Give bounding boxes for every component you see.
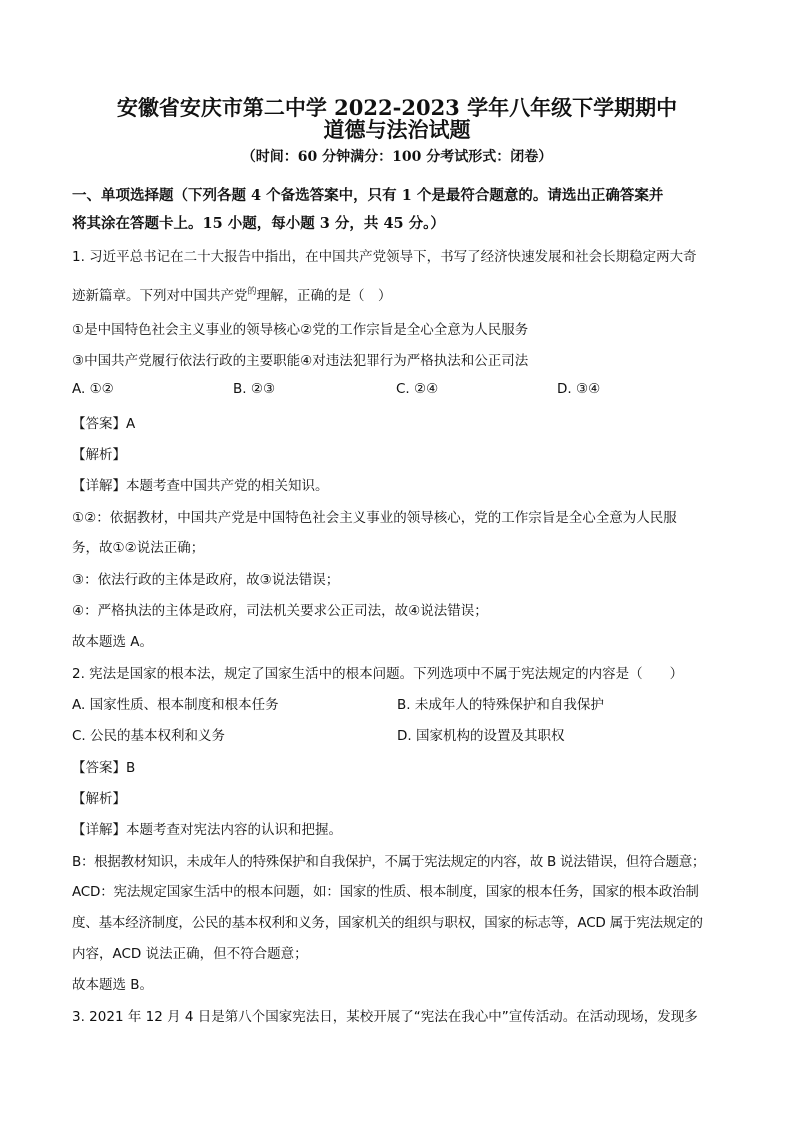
q1-option-a: A. ①② (72, 381, 114, 397)
q1-explanation-1: ①②：依据教材，中国共产党是中国特色社会主义事业的领导核心，党的工作宗旨是全心全意为人民服 (72, 510, 677, 526)
q2-explanation-2: ACD：宪法规定国家生活中的根本问题，如：国家的性质、根本制度，国家的根本任务，国家的根本政治制 (72, 884, 699, 900)
q1-option-d: D. ③④ (557, 381, 601, 397)
q3-stem: 3. 2021 年 12 月 4 日是第八个国家宪法日，某校开展了“宪法在我心中”宣传活动。在活动现场，发现多 (72, 1009, 698, 1025)
q2-explanation-4: 内容，ACD 说法正确，但不符合题意； (72, 946, 308, 962)
q1-statement-1: ①是中国特色社会主义事业的领导核心②党的工作宗旨是全心全意为人民服务 (72, 322, 529, 338)
q2-explanation-1: B：根据教材知识，未成年人的特殊保护和自我保护，不属于宪法规定的内容，故 B 说法错误，但符合题意； (72, 854, 706, 870)
exam-subject: 道德与法治试题 (323, 117, 471, 142)
q1-answer: 【答案】A (72, 416, 136, 432)
q1-stem-line2a: 迹新篇章。下列对中国共产党 (72, 288, 248, 304)
q2-option-b: B. 未成年人的特殊保护和自我保护 (397, 697, 604, 713)
q1-statement-2: ③中国共产党履行依法行政的主要职能④对违法犯罪行为严格执法和公正司法 (72, 353, 529, 369)
q1-detail: 【详解】本题考查中国共产党的相关知识。 (72, 478, 329, 494)
q2-detail: 【详解】本题考查对宪法内容的认识和把握。 (72, 822, 342, 838)
q1-stem-line2b: 理解，正确的是（ ） (256, 288, 392, 304)
q1-explanation-1b: 务，故①②说法正确； (72, 540, 205, 556)
q2-answer: 【答案】B (72, 760, 136, 776)
q2-stem: 2. 宪法是国家的根本法，规定了国家生活中的根本问题。下列选项中不属于宪法规定的内容是（ ） (72, 666, 684, 682)
exam-title: 安徽省安庆市第二中学 2022-2023 学年八年级下学期期中 (116, 95, 678, 120)
exam-info: （时间：60 分钟满分：100 分考试形式：闭卷） (241, 149, 553, 165)
q2-option-c: C. 公民的基本权利和义务 (72, 728, 226, 744)
q2-analysis-label: 【解析】 (72, 791, 126, 807)
section-heading-line1: 一、单项选择题（下列各题 4 个备选答案中，只有 1 个是最符合题意的。请选出正确答案并 (72, 187, 664, 204)
q2-explanation-3: 度、基本经济制度，公民的基本权利和义务，国家机关的组织与职权，国家的标志等，ACD 属于宪法规定的 (72, 915, 703, 931)
q1-option-b: B. ②③ (233, 381, 276, 397)
q2-option-d: D. 国家机构的设置及其职权 (397, 728, 565, 744)
q1-stem-sup: 的 (247, 287, 257, 297)
q2-option-a: A. 国家性质、根本制度和根本任务 (72, 697, 279, 713)
q1-explanation-2: ③：依法行政的主体是政府，故③说法错误； (72, 572, 340, 588)
section-heading-line2: 将其涂在答题卡上。15 小题，每小题 3 分，共 45 分。） (72, 215, 445, 232)
q1-analysis-label: 【解析】 (72, 447, 126, 463)
q1-explanation-3: ④：严格执法的主体是政府，司法机关要求公正司法，故④说法错误； (72, 603, 488, 619)
q1-stem-line2 (72, 284, 392, 304)
q1-option-c: C. ②④ (396, 381, 439, 397)
q1-stem-line1: 1. 习近平总书记在二十大报告中指出，在中国共产党领导下，书写了经济快速发展和社会长期稳定两大奇 (72, 249, 697, 265)
q2-conclusion: 故本题选 B。 (72, 977, 154, 993)
q1-conclusion: 故本题选 A。 (72, 634, 154, 650)
